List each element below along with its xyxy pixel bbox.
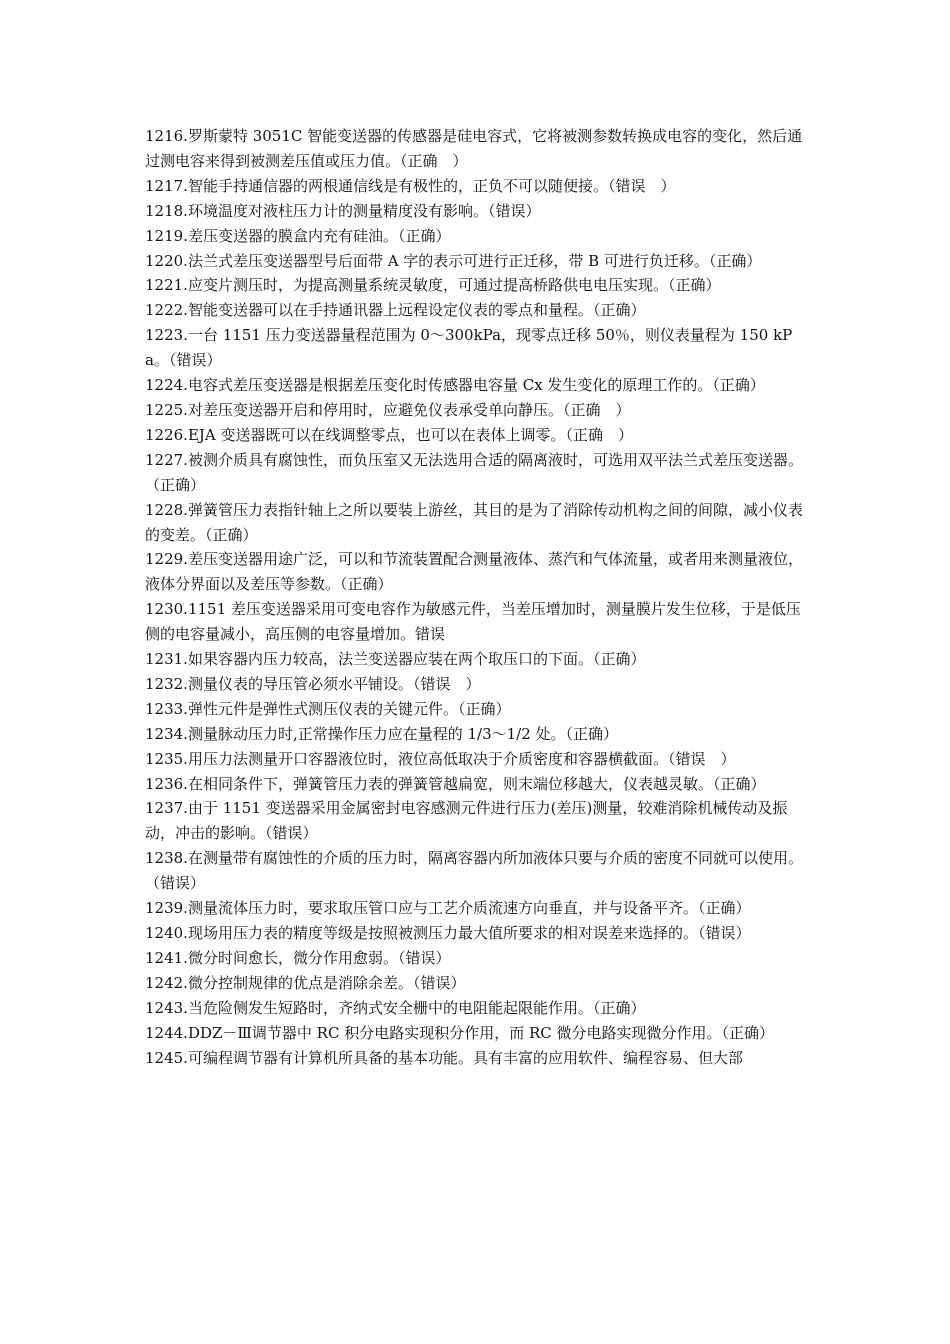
- question-item: 1230.1151 差压变送器采用可变电容作为敏感元件，当差压增加时，测量膜片发生位移，于是低压侧的电容量减小，高压侧的电容量增加。错误: [145, 600, 801, 644]
- question-item: 1245.可编程调节器有计算机所具备的基本功能。具有丰富的应用软件、编程容易、但大部: [145, 1048, 743, 1067]
- question-item: 1234.测量脉动压力时,正常操作压力应在量程的 1/3～1/2 处。（正确）: [145, 724, 619, 743]
- question-item: 1232.测量仪表的导压管必须水平铺设。（错误 ）: [145, 674, 481, 693]
- question-item: 1235.用压力法测量开口容器液位时，液位高低取决于介质密度和容器横截面。（错误 ）: [145, 749, 736, 768]
- question-item: 1228.弹簧管压力表指针轴上之所以要装上游丝，其目的是为了消除传动机构之间的间隙，减小仪表的变差。（正确）: [145, 500, 803, 544]
- question-item: 1220.法兰式差压变送器型号后面带 A 字的表示可进行正迁移，带 B 可进行负迁移。（正确）: [145, 251, 762, 270]
- question-item: 1225.对差压变送器开启和停用时，应避免仪表承受单向静压。（正确 ）: [145, 400, 631, 419]
- question-item: 1244.DDZ－Ⅲ调节器中 RC 积分电路实现积分作用，而 RC 微分电路实现微分作用。（正确）: [145, 1023, 774, 1042]
- question-item: 1227.被测介质具有腐蚀性，而负压室又无法选用合适的隔离液时，可选用双平法兰式差压变送器。（正确）: [145, 450, 803, 494]
- question-item: 1241.微分时间愈长，微分作用愈弱。（错误）: [145, 948, 451, 967]
- question-item: 1223.一台 1151 压力变送器量程范围为 0～300kPa，现零点迁移 50％，则仪表量程为 150 kPa。（错误）: [145, 326, 793, 370]
- question-item: 1222.智能变送器可以在手持通讯器上远程设定仪表的零点和量程。（正确）: [145, 301, 646, 320]
- question-item: 1224.电容式差压变送器是根据差压变化时传感器电容量 Cx 发生变化的原理工作的。（正确）: [145, 376, 765, 395]
- question-list: [145, 124, 809, 1070]
- question-item: 1221.应变片测压时，为提高测量系统灵敏度，可通过提高桥路供电电压实现。（正确）: [145, 276, 721, 295]
- question-item: 1239.测量流体压力时，要求取压管口应与工艺介质流速方向垂直，并与设备平齐。（正确）: [145, 899, 751, 918]
- question-item: 1243.当危险侧发生短路时，齐纳式安全栅中的电阻能起限能作用。（正确）: [145, 998, 646, 1017]
- question-item: 1236.在相同条件下，弹簧管压力表的弹簧管越扁宽，则末端位移越大，仪表越灵敏。（正确）: [145, 774, 766, 793]
- question-item: 1242.微分控制规律的优点是消除余差。（错误）: [145, 973, 466, 992]
- question-item: 1218.环境温度对液柱压力计的测量精度没有影响。（错误）: [145, 201, 541, 220]
- question-item: 1240.现场用压力表的精度等级是按照被测压力最大值所要求的相对误差来选择的。（错误）: [145, 924, 751, 942]
- question-item: 1226.EJA 变送器既可以在线调整零点，也可以在表体上调零。（正确 ）: [145, 425, 634, 444]
- question-item: 1216.罗斯蒙特 3051C 智能变送器的传感器是硅电容式，它将被测参数转换成电容的变化，然后通过测电容来得到被测差压值或压力值。（正确 ）: [145, 127, 803, 170]
- question-item: 1238.在测量带有腐蚀性的介质的压力时，隔离容器内所加液体只要与介质的密度不同就可以使用。（错误）: [145, 849, 803, 893]
- question-item: 1237.由于 1151 变送器采用金属密封电容感测元件进行压力(差压)测量，较难消除机械传动及振动，冲击的影响。（错误）: [145, 799, 788, 843]
- question-item: 1217.智能手持通信器的两根通信线是有极性的，正负不可以随便接。（错误 ）: [145, 176, 676, 195]
- question-item: 1229.差压变送器用途广泛，可以和节流装置配合测量液体、蒸汽和气体流量，或者用来测量液位，液体分界面以及差压等参数。（正确）: [145, 550, 803, 594]
- question-item: 1231.如果容器内压力较高，法兰变送器应装在两个取压口的下面。（正确）: [145, 650, 646, 669]
- question-item: 1219.差压变送器的膜盒内充有硅油。（正确）: [145, 226, 451, 245]
- question-item: 1233.弹性元件是弹性式测压仪表的关键元件。（正确）: [145, 699, 511, 718]
